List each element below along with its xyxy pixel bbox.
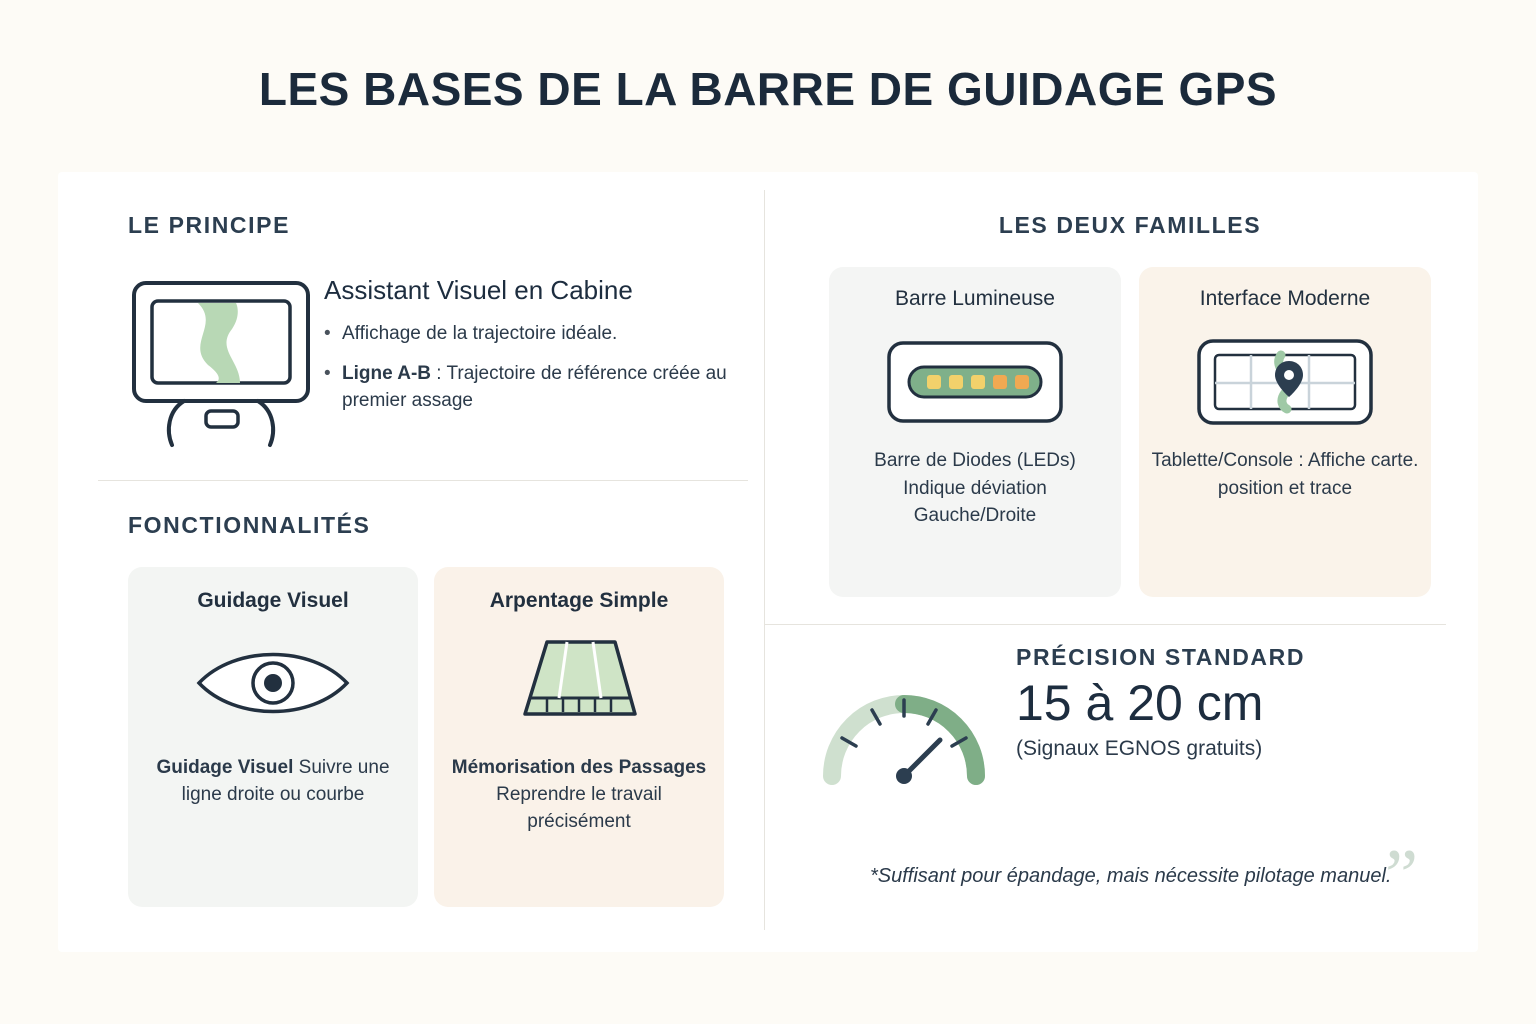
principe-heading: LE PRINCIPE	[128, 212, 291, 238]
feature-card-guidage-visuel	[128, 567, 418, 907]
principe-bullet-2	[324, 360, 748, 415]
familles-heading: LES DEUX FAMILLES	[998, 212, 1262, 238]
monitor-screen-icon	[128, 267, 318, 463]
family-card-1-title: Barre Lumineuse	[895, 287, 1055, 310]
section-precision	[810, 644, 1470, 821]
left-horizontal-divider	[98, 480, 748, 481]
family-card-1-desc: Barre de Diodes (LEDs) Indique déviation Gauche/Droite	[874, 450, 1076, 527]
precision-heading: PRÉCISION STANDARD	[1016, 644, 1306, 670]
precision-footnote: *Suffisant pour épandage, mais nécessite pilotage manuel.	[870, 865, 1392, 887]
family-card-interface-moderne	[1139, 267, 1431, 597]
family-card-barre-lumineuse	[829, 267, 1121, 597]
principe-text-block	[318, 267, 748, 427]
precision-value: 15 à 20 cm	[1016, 675, 1264, 731]
vertical-divider	[764, 190, 765, 930]
section-familles	[810, 212, 1450, 597]
eye-icon	[142, 623, 404, 743]
led-lightbar-icon	[841, 317, 1109, 447]
bullet-dot-icon: •	[324, 323, 331, 344]
section-principe	[128, 212, 748, 463]
family-card-2-title: Interface Moderne	[1199, 287, 1371, 310]
principe-bullet-2-text: : Trajectoire de référence créée au premier assage	[342, 362, 727, 412]
feature-card-1-desc-text: Suivre une ligne droite ou courbe	[181, 757, 390, 805]
feature-card-arpentage-simple	[434, 567, 724, 907]
principe-bullet-2-label: Ligne A-B	[342, 362, 432, 384]
feature-card-1-desc-strong: Guidage Visuel	[156, 757, 294, 778]
precision-text-block	[1010, 644, 1470, 761]
feature-card-1-title: Guidage Visuel	[197, 589, 349, 612]
field-pass-icon	[448, 623, 710, 743]
page-title: LES BASES DE LA BARRE DE GUIDAGE GPS	[258, 63, 1278, 115]
feature-card-2-desc-strong: Mémorisation des Passages	[451, 757, 707, 778]
content-board	[58, 172, 1478, 952]
precision-sub: (Signaux EGNOS gratuits)	[1016, 736, 1263, 760]
feature-card-1-desc	[142, 755, 404, 809]
principe-subtitle: Assistant Visuel en Cabine	[324, 275, 633, 305]
principe-bullet-1-text: Affichage de la trajectoire idéale.	[342, 323, 618, 344]
feature-card-2-desc-text: Reprendre le travail précisément	[496, 783, 662, 832]
feature-card-2-title: Arpentage Simple	[489, 589, 669, 612]
fonctionnalites-heading: FONCTIONNALITÉS	[128, 512, 371, 538]
principe-bullet-1	[324, 320, 748, 348]
section-fonctionnalites	[128, 512, 748, 907]
bullet-dot-icon: •	[324, 362, 331, 384]
quote-mark-icon: ”	[1385, 834, 1418, 917]
gauge-icon	[810, 644, 1010, 821]
feature-card-2-desc	[448, 755, 710, 836]
tablet-map-icon	[1151, 317, 1419, 447]
family-card-2-desc: Tablette/Console : Affiche carte. position et trace	[1151, 450, 1419, 499]
right-horizontal-divider	[764, 624, 1446, 625]
